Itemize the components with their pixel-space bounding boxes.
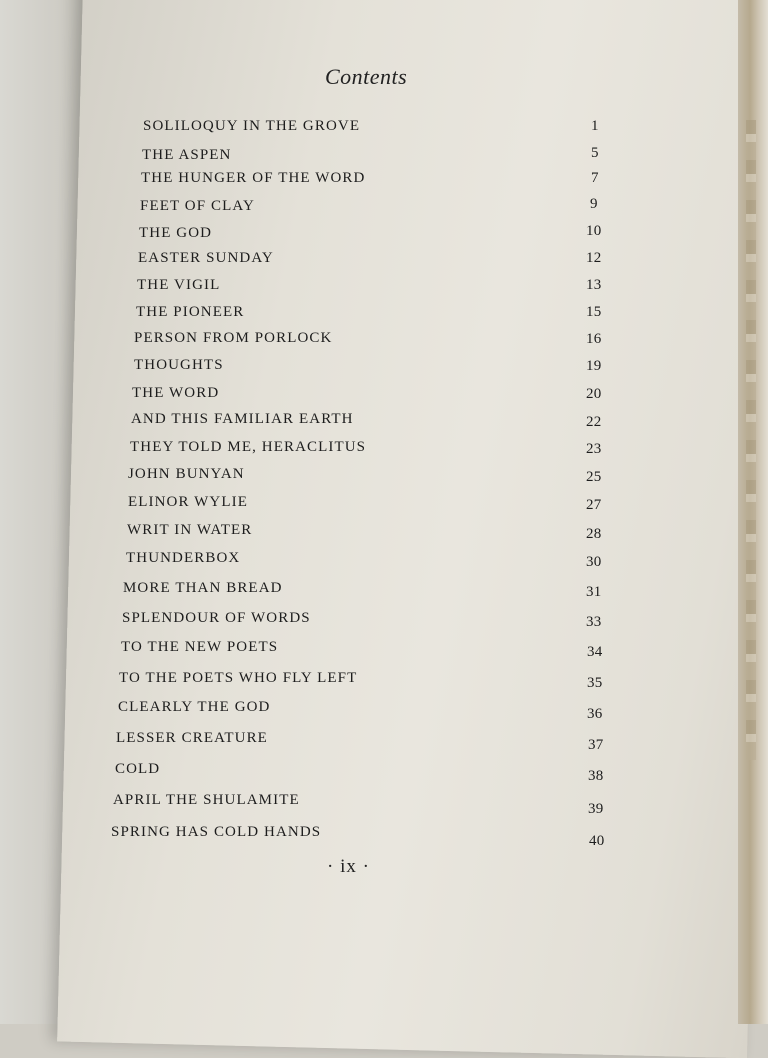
toc-entry-title: WRIT IN WATER xyxy=(127,522,253,538)
toc-entry-title: THE WORD xyxy=(132,385,220,401)
toc-entry-title: THE GOD xyxy=(139,225,213,241)
toc-entry-page-number: 15 xyxy=(586,304,602,320)
toc-entry-title: SPRING HAS COLD HANDS xyxy=(111,824,322,840)
toc-entry-title: PERSON FROM PORLOCK xyxy=(134,330,333,346)
toc-entry-page-number: 37 xyxy=(588,737,604,753)
toc-entry-page-number: 22 xyxy=(586,414,602,430)
toc-entry-page-number: 10 xyxy=(586,223,602,239)
toc-entry-title: THE HUNGER OF THE WORD xyxy=(141,170,366,186)
toc-entry-page-number: 20 xyxy=(586,386,602,402)
toc-entry-title: THEY TOLD ME, HERACLITUS xyxy=(130,439,367,455)
toc-entry-page-number: 5 xyxy=(591,145,599,161)
toc-entry-page-number: 7 xyxy=(591,170,599,186)
toc-entry-page-number: 35 xyxy=(587,675,603,691)
toc-entry-page-number: 19 xyxy=(586,358,602,374)
toc-entry-page-number: 13 xyxy=(586,277,602,293)
toc-entry-title: SOLILOQUY IN THE GROVE xyxy=(143,118,361,134)
toc-entry-page-number: 28 xyxy=(586,526,602,542)
toc-entry-page-number: 12 xyxy=(586,250,602,266)
toc-entry-title: ELINOR WYLIE xyxy=(128,494,248,510)
toc-entry-page-number: 39 xyxy=(588,801,604,817)
toc-entry-title: TO THE POETS WHO FLY LEFT xyxy=(119,670,358,686)
toc-entry-page-number: 23 xyxy=(586,441,602,457)
toc-entry-page-number: 1 xyxy=(591,118,599,134)
toc-entry-title: THE VIGIL xyxy=(137,277,221,293)
toc-entry-title: EASTER SUNDAY xyxy=(138,250,274,266)
toc-entry-title: AND THIS FAMILIAR EARTH xyxy=(131,411,354,427)
toc-entry-page-number: 31 xyxy=(586,584,602,600)
toc-entry-title: THOUGHTS xyxy=(134,357,224,373)
toc-entry-title: APRIL THE SHULAMITE xyxy=(113,792,300,808)
toc-entry-page-number: 34 xyxy=(587,644,603,660)
toc-entry-page-number: 38 xyxy=(588,768,604,784)
toc-entry-title: CLEARLY THE GOD xyxy=(118,699,271,715)
toc-entry-page-number: 25 xyxy=(586,469,602,485)
toc-entry-page-number: 40 xyxy=(589,833,605,849)
toc-entry-title: JOHN BUNYAN xyxy=(128,466,245,482)
toc-entry-title: FEET OF CLAY xyxy=(140,198,255,214)
page-folio: · ix · xyxy=(327,856,370,877)
toc-entry-title: THE PIONEER xyxy=(136,304,245,320)
toc-entry-title: LESSER CREATURE xyxy=(116,730,268,746)
toc-entry-page-number: 30 xyxy=(586,554,602,570)
toc-entry-title: COLD xyxy=(115,761,161,777)
contents-heading: Contents xyxy=(325,64,408,89)
toc-entry-page-number: 16 xyxy=(586,331,602,347)
toc-entry-title: TO THE NEW POETS xyxy=(121,639,279,655)
page-edges xyxy=(738,0,768,1024)
toc-entry-title: THE ASPEN xyxy=(142,147,232,163)
toc-entry-page-number: 27 xyxy=(586,497,602,513)
toc-entry-page-number: 9 xyxy=(590,196,598,212)
toc-entry-title: THUNDERBOX xyxy=(126,550,241,566)
toc-entry-title: MORE THAN BREAD xyxy=(123,580,283,596)
toc-entry-page-number: 36 xyxy=(587,706,603,722)
toc-entry-title: SPLENDOUR OF WORDS xyxy=(122,610,311,626)
toc-entry-page-number: 33 xyxy=(586,614,602,630)
